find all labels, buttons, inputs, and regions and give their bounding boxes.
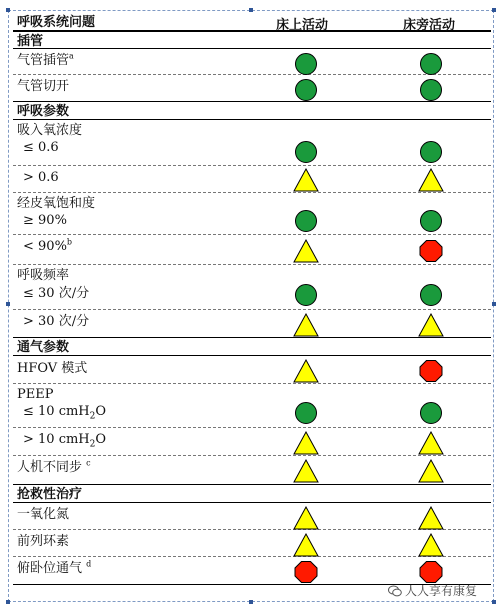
threshold-label: ≤ 10 cmH$_2$O [23, 404, 107, 422]
threshold-label: < 90%$^b$ [23, 237, 73, 254]
threshold-label: ≥ 90% [23, 213, 67, 228]
table-header [13, 13, 491, 31]
row-nitric-oxide [13, 503, 491, 530]
header-bedside-activity: 床旁活动 [403, 18, 456, 33]
row-prone [13, 557, 491, 585]
row-asynchrony [13, 456, 491, 485]
green-circle-icon [293, 283, 319, 307]
yellow-triangle-icon [418, 506, 444, 530]
yellow-triangle-icon [293, 533, 319, 557]
mobility-table [13, 13, 491, 585]
threshold-label: ≤ 30 次/分 [23, 286, 90, 301]
threshold-label: > 30 次/分 [23, 314, 90, 329]
yellow-triangle-icon [418, 168, 444, 192]
section-title: 抢救性治疗 [17, 487, 83, 502]
resize-handle[interactable] [492, 8, 496, 12]
green-circle-icon [418, 78, 444, 102]
resize-handle[interactable] [492, 600, 496, 604]
green-circle-icon [293, 78, 319, 102]
yellow-triangle-icon [293, 313, 319, 337]
row-label: 前列环素 [17, 534, 70, 549]
header-bed-activity: 床上活动 [276, 18, 329, 33]
row-label: 经皮氧饱和度 [17, 196, 96, 211]
resize-handle[interactable] [6, 8, 10, 12]
row-hfov [13, 356, 491, 384]
green-circle-icon [293, 209, 319, 233]
section-title: 插管 [17, 34, 44, 49]
section-rescue-therapy [13, 485, 491, 503]
green-circle-icon [418, 283, 444, 307]
section-title: 通气参数 [17, 340, 70, 355]
resize-handle[interactable] [492, 302, 496, 306]
row-peep-high [13, 428, 491, 456]
section-respiratory-params [13, 102, 491, 120]
yellow-triangle-icon [293, 359, 319, 383]
row-fio2-high [13, 166, 491, 193]
green-circle-icon [418, 209, 444, 233]
row-label: 呼吸频率 [17, 268, 70, 283]
watermark-text: 人人享有康复 [405, 584, 478, 598]
row-fio2-low [13, 120, 491, 166]
wechat-icon [388, 585, 402, 597]
yellow-triangle-icon [293, 431, 319, 455]
row-label: 一氧化氮 [17, 507, 70, 522]
resize-handle[interactable] [249, 600, 253, 604]
row-intubation [13, 49, 491, 75]
row-label: 俯卧位通气 $^d$ [17, 559, 92, 576]
red-octagon-icon [418, 239, 444, 263]
yellow-triangle-icon [293, 239, 319, 263]
green-circle-icon [418, 140, 444, 164]
threshold-label: > 0.6 [23, 170, 59, 185]
green-circle-icon [418, 401, 444, 425]
green-circle-icon [293, 52, 319, 76]
row-label: 气管切开 [17, 79, 70, 94]
row-rr-high [13, 310, 491, 338]
resize-handle[interactable] [249, 8, 253, 12]
row-spo2-high [13, 193, 491, 235]
red-octagon-icon [293, 560, 319, 584]
row-rr-low [13, 265, 491, 310]
yellow-triangle-icon [418, 533, 444, 557]
yellow-triangle-icon [418, 431, 444, 455]
threshold-label: ≤ 0.6 [23, 140, 59, 155]
row-label: 人机不同步 $^c$ [17, 458, 91, 475]
row-label: 气管插管$^a$ [17, 51, 74, 68]
red-octagon-icon [418, 359, 444, 383]
yellow-triangle-icon [418, 313, 444, 337]
watermark [388, 582, 477, 599]
threshold-label: > 10 cmH$_2$O [23, 432, 107, 450]
green-circle-icon [293, 401, 319, 425]
green-circle-icon [418, 52, 444, 76]
section-ventilation-params [13, 338, 491, 356]
row-spo2-low [13, 235, 491, 265]
yellow-triangle-icon [293, 459, 319, 483]
section-intubation [13, 31, 491, 49]
yellow-triangle-icon [418, 459, 444, 483]
row-tracheostomy [13, 75, 491, 102]
row-label: HFOV 模式 [17, 361, 88, 376]
row-label: 吸入氧浓度 [17, 123, 83, 138]
row-peep-low [13, 384, 491, 428]
red-octagon-icon [418, 560, 444, 584]
resize-handle[interactable] [6, 302, 10, 306]
row-prostacyclin [13, 530, 491, 557]
section-title: 呼吸参数 [17, 104, 70, 119]
header-title: 呼吸系统问题 [17, 15, 96, 30]
row-label: PEEP [17, 387, 54, 402]
resize-handle[interactable] [6, 600, 10, 604]
yellow-triangle-icon [293, 506, 319, 530]
green-circle-icon [293, 140, 319, 164]
yellow-triangle-icon [293, 168, 319, 192]
